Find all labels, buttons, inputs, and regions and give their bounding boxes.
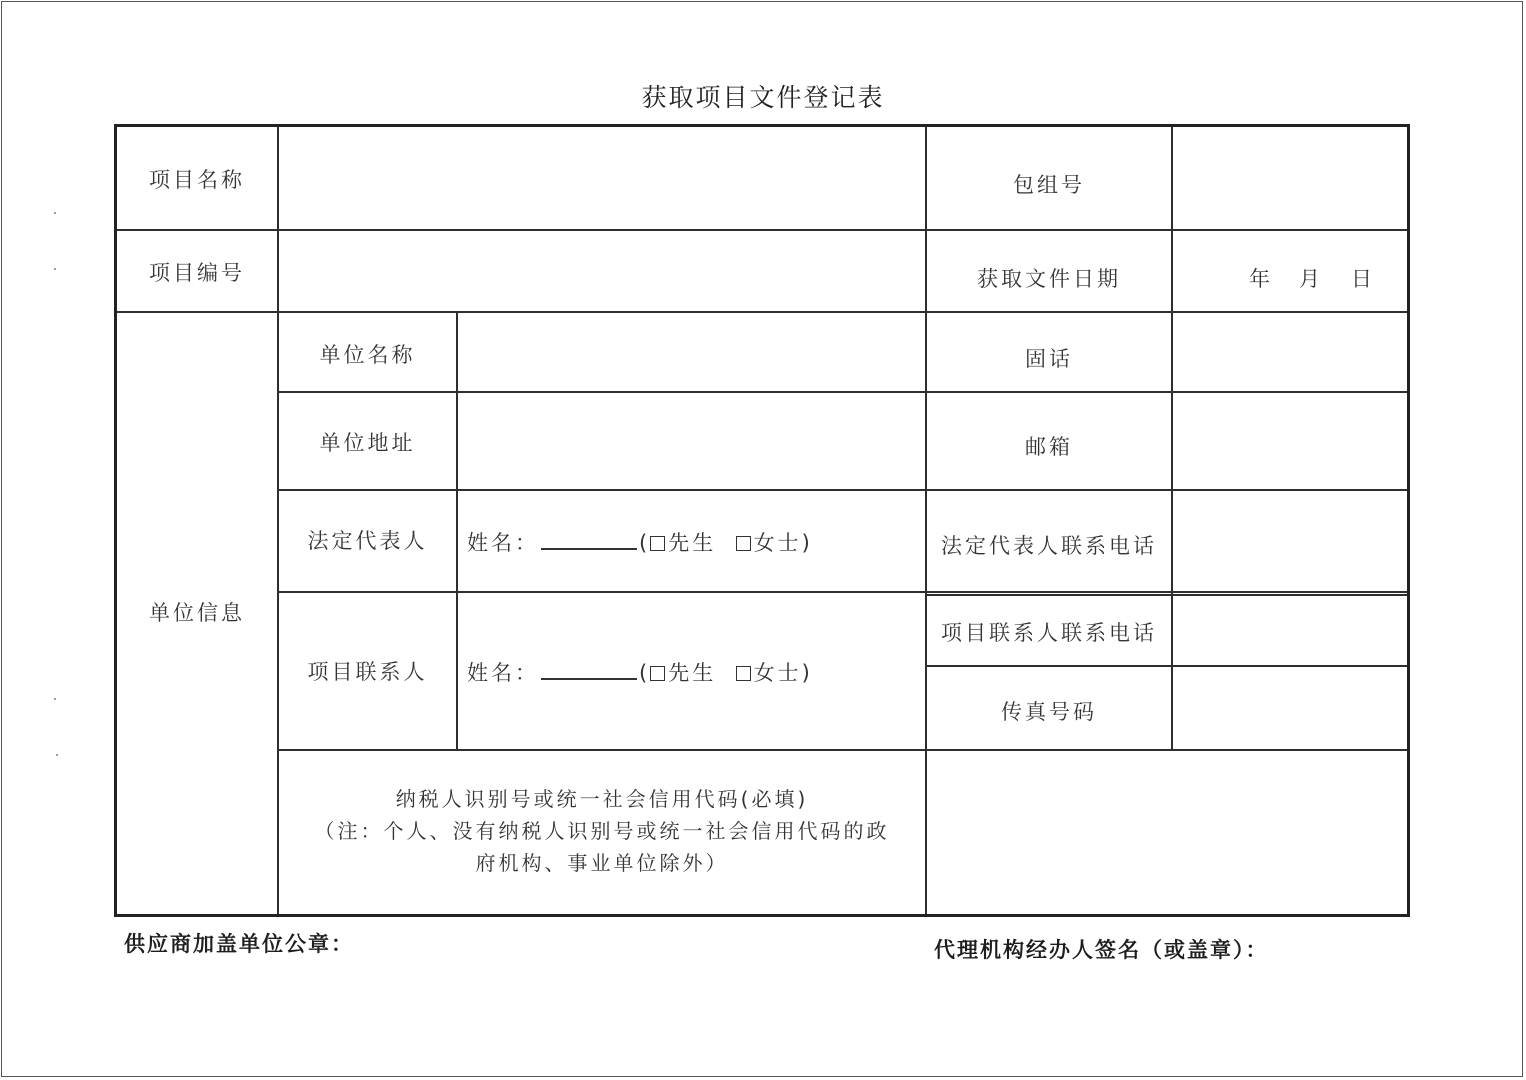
paren-open: ( [639, 661, 651, 685]
unit-info-label: 单位信息 [149, 601, 245, 625]
ms-checkbox [736, 666, 751, 681]
ms-label: 女士 [753, 661, 802, 685]
ms-label: 女士 [753, 531, 802, 555]
name-blank [541, 658, 637, 680]
name-blank [541, 528, 637, 550]
project-contact-label: 项目联系人 [307, 660, 428, 684]
unit-name-label: 单位名称 [319, 343, 416, 367]
mr-checkbox [650, 666, 665, 681]
tax-id-line: （注：个人、没有纳税人识别号或统一社会信用代码的政 [314, 819, 890, 843]
scan-speck [56, 754, 58, 756]
project-name-label: 项目名称 [149, 168, 245, 192]
row-divider [925, 594, 1407, 596]
supplier-seal-label: 供应商加盖单位公章： [124, 932, 354, 956]
obtain-date-label: 获取文件日期 [977, 267, 1121, 291]
scan-speck [54, 698, 56, 700]
row-divider [117, 311, 1407, 313]
scan-speck [54, 268, 56, 270]
row-divider [277, 391, 1407, 393]
ms-checkbox [736, 536, 751, 551]
date-month: 月 [1299, 267, 1323, 291]
row-divider [277, 489, 1407, 491]
project-contact-name-field [467, 657, 813, 687]
form-title: 获取项目文件登记表 [641, 83, 885, 112]
name-prefix: 姓名： [467, 531, 539, 555]
package-no-label: 包组号 [1013, 173, 1085, 197]
tax-id-line: 纳税人识别号或统一社会信用代码(必填) [395, 787, 809, 811]
column-divider [1171, 127, 1173, 751]
date-day: 日 [1351, 267, 1375, 291]
mr-checkbox [650, 536, 665, 551]
legal-rep-name-field [467, 527, 813, 557]
legal-rep-phone-label: 法定代表人联系电话 [941, 534, 1157, 558]
project-no-label: 项目编号 [149, 261, 245, 285]
registration-table [114, 124, 1410, 917]
paren-open: ( [639, 531, 651, 555]
fax-label: 传真号码 [1001, 700, 1097, 724]
name-prefix: 姓名： [467, 661, 539, 685]
agent-signature-label: 代理机构经办人签名（或盖章）： [934, 938, 1269, 962]
tax-id-line: 府机构、事业单位除外） [475, 851, 729, 875]
paren-close: ) [801, 531, 813, 555]
landline-label: 固话 [1025, 347, 1073, 371]
column-divider [456, 313, 458, 751]
legal-rep-label: 法定代表人 [307, 529, 428, 553]
email-label: 邮箱 [1025, 435, 1073, 459]
mr-label: 先生 [668, 531, 717, 555]
tax-id-label [279, 783, 925, 879]
row-divider [277, 749, 1407, 751]
row-divider [277, 591, 1407, 593]
row-divider [117, 229, 1407, 231]
mr-label: 先生 [668, 661, 717, 685]
column-divider [925, 127, 927, 914]
paren-close: ) [801, 661, 813, 685]
project-contact-phone-label: 项目联系人联系电话 [941, 621, 1157, 645]
unit-address-label: 单位地址 [319, 431, 416, 455]
scan-speck [54, 212, 56, 214]
date-year: 年 [1249, 267, 1273, 291]
row-divider [925, 665, 1407, 667]
